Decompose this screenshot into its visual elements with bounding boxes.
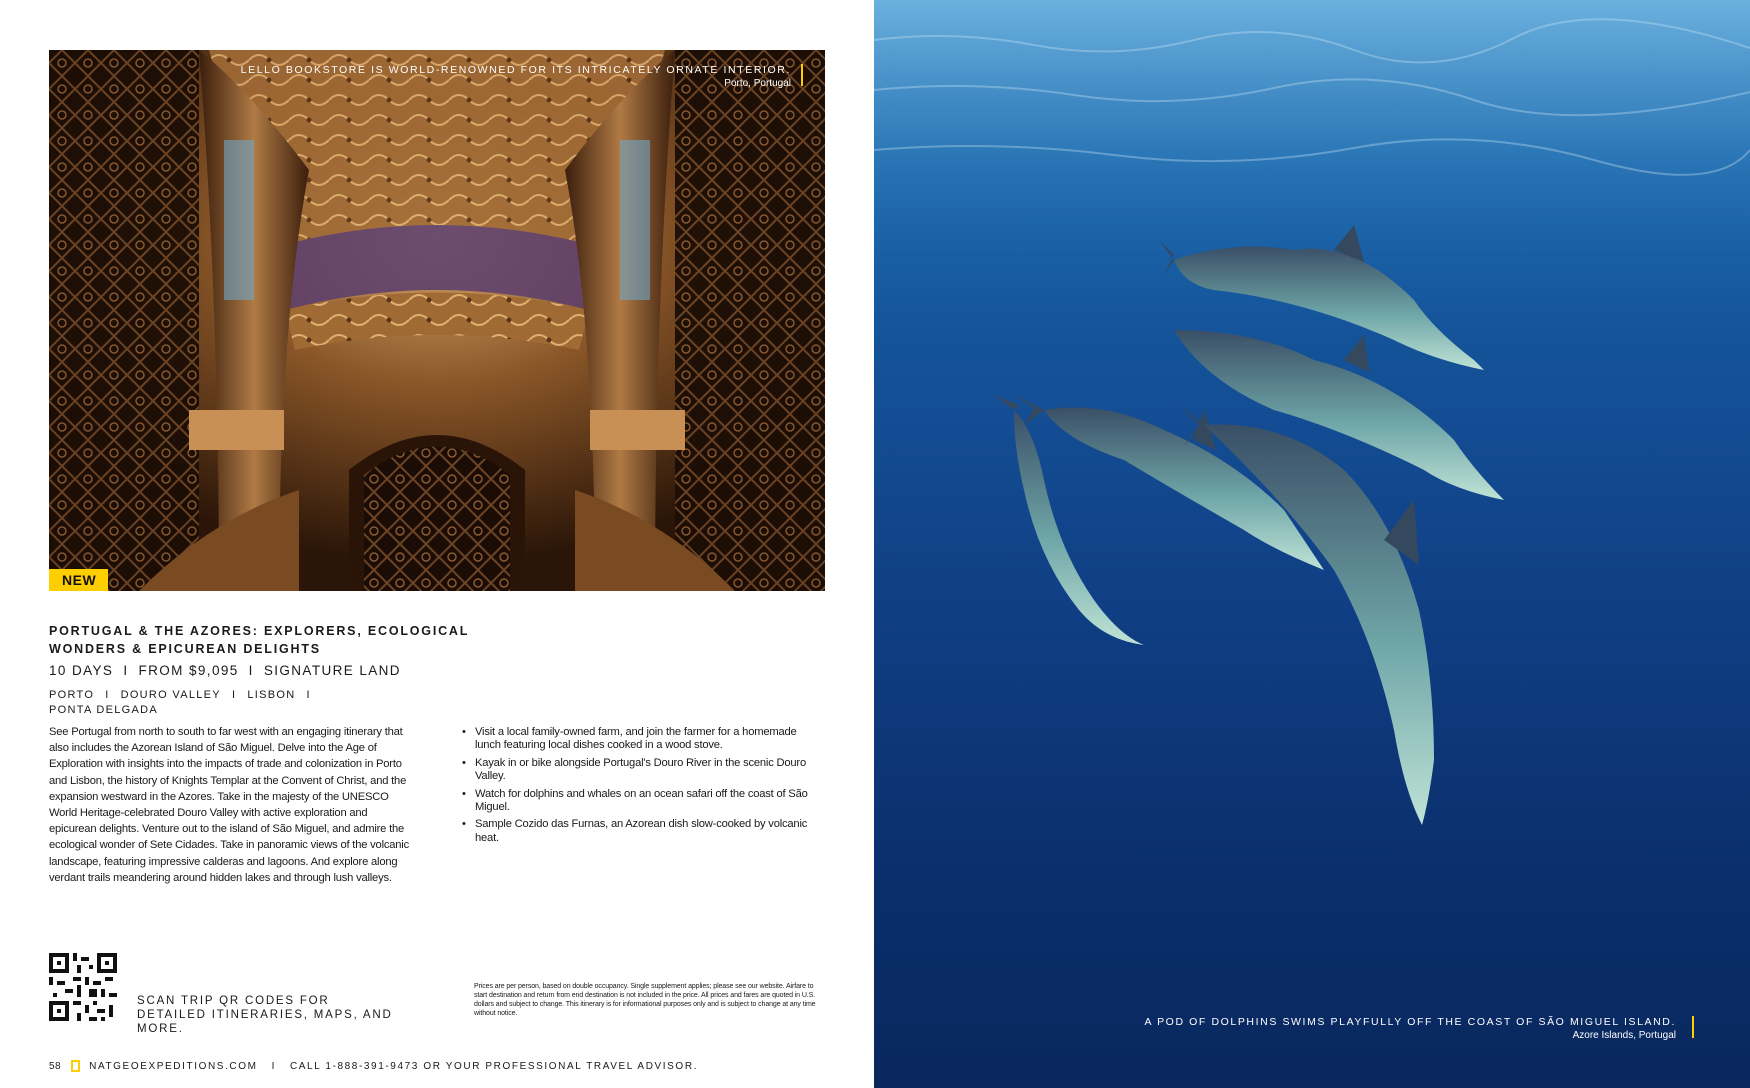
highlight-item: • Visit a local family-owned farm, and join the farmer for a homemade lunch featuring local dishes cooked in a wood stove. [460,726,815,753]
page-number: 58 [49,1060,62,1072]
new-badge: NEW [49,569,108,591]
dolphins-caption [1145,1016,1676,1041]
footer-separator: I [271,1060,276,1072]
left-page [0,0,874,1088]
route-separator: I [105,689,110,701]
meta-separator: I [123,663,129,678]
trip-description: See Portugal from north to south to far west with an engaging itinerary that also includes the Azorean Island of São Miguel. Delve into the Age of Exploration with insights into the impacts of trade and colonization in Porto and Lisbon, the history of Knights Templar at the Convent of Christ, and the expansion westward in the Azores. Take in the majesty of the UNESCO World Heritage-celebrated Douro Valley with active exploration and epicurean delights. Venture out to the island of São Miguel, and admire the ecological wonder of Sete Cidades. Take in panoramic views of the volcanic landscape, featuring impressive calderas and lagoons. And explore along verdant trails meandering around hidden lakes and through lush valleys. [49,726,409,884]
call-text: CALL 1-888-391-9473 OR YOUR PROFESSIONAL TRAVEL ADVISOR. [289,1060,699,1072]
dolphins-photo [874,0,1750,1088]
photo-caption-title: LELLO BOOKSTORE IS WORLD-RENOWNED FOR ITS INTRICATELY ORNATE INTERIOR. [240,64,791,76]
route-separator: I [231,689,237,701]
route-stop: LISBON [247,689,296,701]
photo-caption [241,64,791,89]
photo-caption-location: Porto, Portugal [724,78,791,89]
dolphins-illustration [874,0,1750,1088]
lello-interior-illustration [49,50,825,591]
highlight-item: • Sample Cozido das Furnas, an Azorean dish slow-cooked by volcanic heat. [460,818,815,845]
highlight-item: • Kayak in or bike alongside Portugal's Douro River in the scenic Douro Valley. [460,757,815,784]
dolphins-caption-title: A POD OF DOLPHINS SWIMS PLAYFULLY OFF THE COAST OF SÃO MIGUEL ISLAND. [1144,1016,1676,1028]
caption-accent-bar [801,64,803,86]
route-stop: DOURO VALLEY [120,689,221,701]
trip-route [49,688,379,718]
trip-title: PORTUGAL & THE AZORES: EXPLORERS, ECOLOGICAL WONDERS & EPICUREAN DELIGHTS [49,624,469,656]
natgeo-logo-icon [71,1060,80,1072]
trip-meta [49,663,401,678]
trip-duration: 10 DAYS [49,663,114,678]
trip-price: FROM $9,095 [138,663,239,678]
highlight-item: • Watch for dolphins and whales on an ocean safari off the coast of São Miguel. [460,788,815,815]
trip-highlights [460,726,815,849]
caption-accent-bar [1692,1016,1694,1038]
route-stop: PORTO [49,689,95,701]
pricing-fineprint: Prices are per person, based on double occupancy. Single supplement applies; please see our website. Airfare to start destination and return from end destination is not included in the price. All prices and fares are quoted in U.S. dollars and subject to change. This itinerary is for informational purposes only and is subject to change at any time without notice. [474,983,816,1017]
route-stop: PONTA DELGADA [49,704,158,716]
website-link[interactable]: NATGEOEXPEDITIONS.COM [89,1060,258,1072]
qr-code-pattern [49,953,117,1021]
trip-type: SIGNATURE LAND [263,663,401,678]
route-separator: I [306,689,311,701]
qr-instruction: SCAN TRIP QR CODES FOR DETAILED ITINERARIES, MAPS, AND MORE. [137,995,393,1035]
page-footer [49,1060,698,1072]
qr-code[interactable] [49,953,117,1021]
dolphins-caption-location: Azore Islands, Portugal [1572,1030,1676,1041]
lello-bookstore-photo [49,50,825,591]
meta-separator: I [248,663,254,678]
